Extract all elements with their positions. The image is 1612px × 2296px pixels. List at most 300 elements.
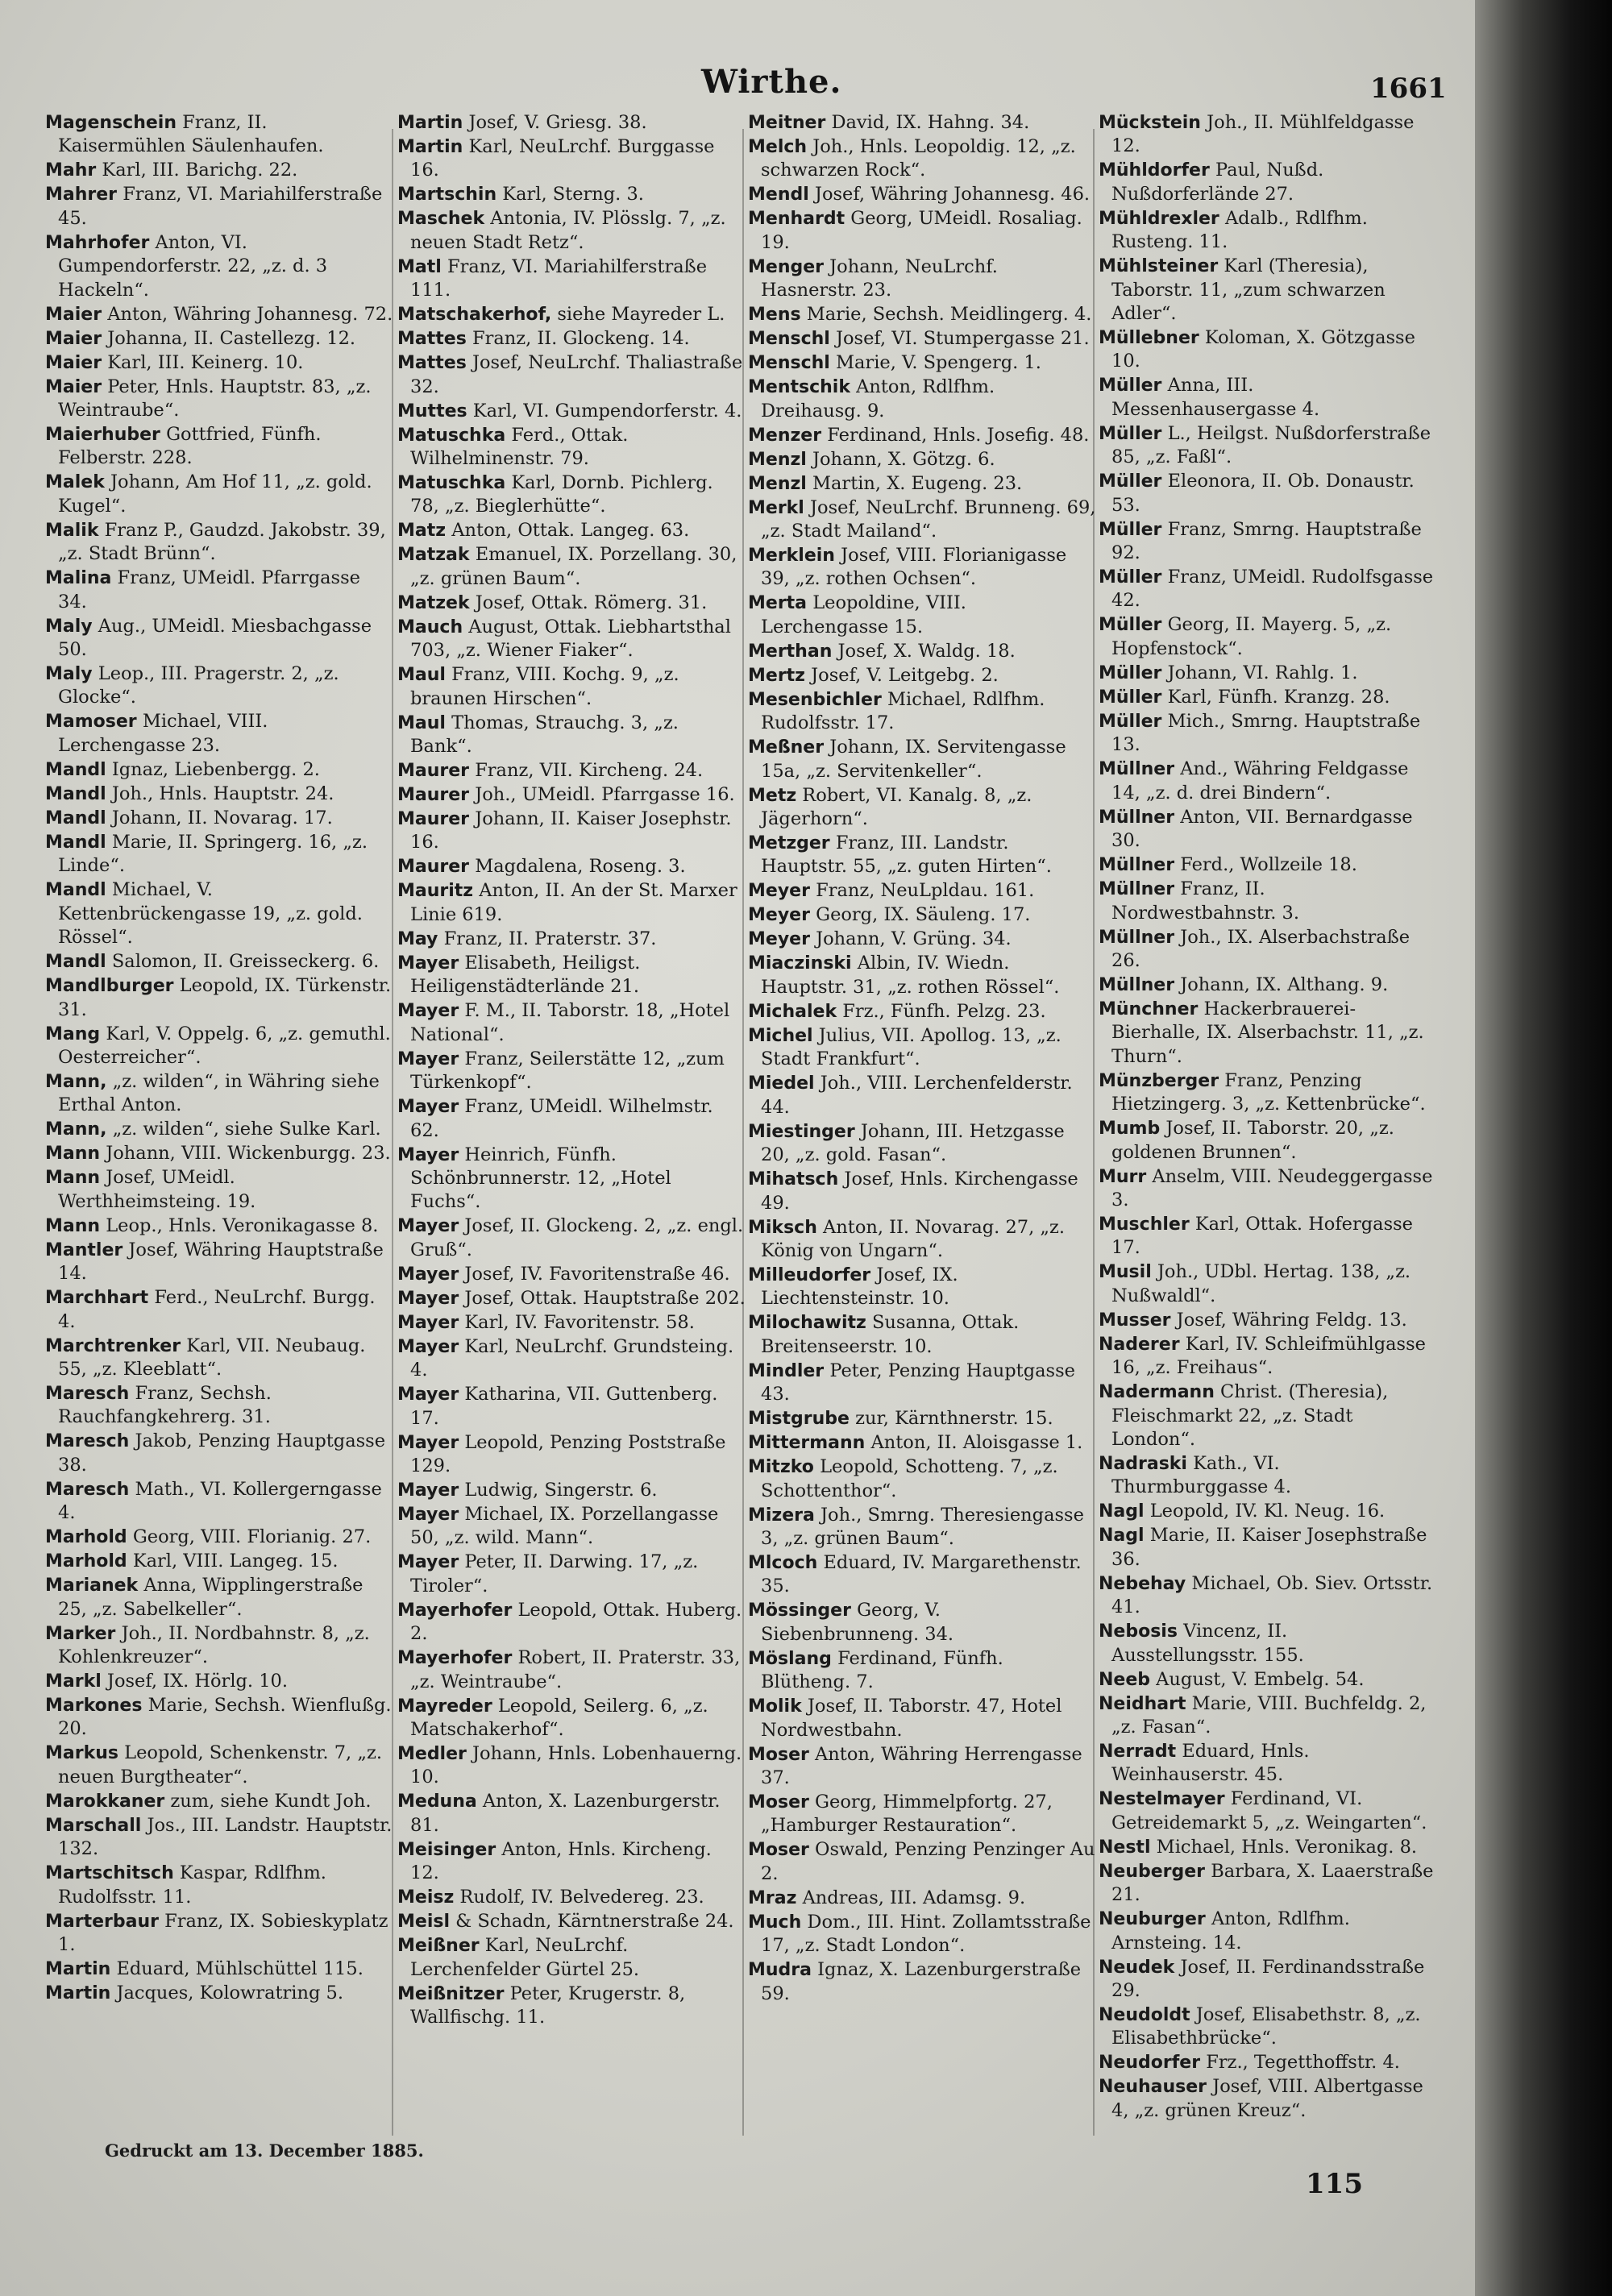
entry-name: Müller xyxy=(1099,519,1162,540)
entry-name: Meitner xyxy=(748,113,826,133)
entry-name: Markus xyxy=(45,1743,118,1764)
entry-name: Mistgrube xyxy=(748,1409,850,1430)
entry-text: Vincenz, II. Ausstellungsstr. 155. xyxy=(1111,1621,1304,1666)
entry-text: Michael, Hnls. Veronikag. 8. xyxy=(1156,1836,1418,1858)
directory-entry xyxy=(748,640,1096,663)
entry-text: Franz, VI. Mariahilferstraße 111. xyxy=(410,255,708,301)
entry-name: Mayer xyxy=(397,1336,459,1357)
entry-name: Mayer xyxy=(397,1432,459,1453)
entry-text: Franz, II. Praterstr. 37. xyxy=(443,928,657,949)
entry-text: Ferd., Wollzeile 18. xyxy=(1180,854,1357,876)
entry-text: Hackerbrauerei-Bierhalle, IX. Alserbachstr. 11, „z. Thurn“. xyxy=(1111,998,1424,1067)
entry-name: Mang xyxy=(45,1023,101,1044)
entry-text: Rudolf, IV. Belvedereg. 23. xyxy=(459,1887,704,1908)
entry-name: Nebosis xyxy=(1099,1621,1178,1642)
entry-name: Martin xyxy=(45,1983,111,2003)
directory-entry xyxy=(748,1887,1096,1910)
entry-name: Müllner xyxy=(1099,927,1175,948)
entry-name: Matuschka xyxy=(397,473,506,494)
entry-name: Müllebner xyxy=(1099,328,1199,349)
entry-name: Mayer xyxy=(397,1504,459,1525)
entry-text: Franz, II. Nordwestbahnstr. 3. xyxy=(1111,878,1299,924)
entry-text: Karl, NeuLrchf. Grundsteing. 4. xyxy=(410,1335,734,1381)
entry-text: Josef, Währing Hauptstraße 14. xyxy=(58,1239,384,1285)
entry-name: Mahr xyxy=(45,160,97,181)
entry-name: Mann, xyxy=(45,1071,107,1092)
entry-text: Michael, Rdlfhm. Rudolfsstr. 17. xyxy=(761,688,1045,734)
directory-entry xyxy=(748,1551,1096,1599)
directory-entry xyxy=(45,1742,393,1789)
entry-text: Johann, Am Hof 11, „z. gold. Kugel“. xyxy=(58,471,372,517)
entry-text: Emanuel, IX. Porzellang. 30, „z. grünen Baum“. xyxy=(410,544,737,589)
entry-name: Mumb xyxy=(1099,1119,1161,1140)
directory-entry xyxy=(45,567,393,614)
entry-name: Markl xyxy=(45,1671,102,1692)
directory-entry xyxy=(748,832,1096,879)
directory-entry xyxy=(1099,207,1435,255)
entry-text: Peter, II. Darwing. 17, „z. Tiroler“. xyxy=(410,1551,699,1596)
entry-name: Martschitsch xyxy=(45,1863,174,1884)
entry-text: Dom., III. Hint. Zollamtsstraße 17, „z. Stadt London“. xyxy=(761,1911,1091,1957)
entry-name: Maresch xyxy=(45,1479,130,1500)
entry-text: Karl, NeuLrchf. Burggasse 16. xyxy=(410,136,715,181)
directory-entry xyxy=(397,519,746,542)
entry-name: Meyer xyxy=(748,905,810,926)
entry-name: Mendl xyxy=(748,185,809,206)
entry-text: Ludwig, Singerstr. 6. xyxy=(464,1479,658,1501)
entry-name: Mössinger xyxy=(748,1601,851,1621)
entry-text: Eleonora, II. Ob. Donaustr. 53. xyxy=(1111,471,1415,516)
entry-name: Mandl xyxy=(45,759,106,780)
directory-entry xyxy=(1099,1524,1435,1571)
directory-entry xyxy=(748,879,1096,903)
entry-text: David, IX. Hahng. 34. xyxy=(831,112,1030,133)
entry-text: Peter, Krugerstr. 8, Wallfischg. 11. xyxy=(410,1983,686,2028)
directory-entry xyxy=(397,1551,746,1598)
entry-name: Mandl xyxy=(45,952,106,973)
entry-text: zur, Kärnthnerstr. 15. xyxy=(855,1408,1053,1430)
entry-name: Müllner xyxy=(1099,807,1175,828)
directory-entry xyxy=(748,1000,1096,1023)
entry-name: Musil xyxy=(1099,1262,1152,1283)
directory-entry xyxy=(748,736,1096,783)
book-spine-edge xyxy=(1475,0,1612,2296)
entry-text: Leopoldine, VIII. Lerchengasse 15. xyxy=(761,592,966,637)
entry-text: Michael, IX. Porzellangasse 50, „z. wild. Mann“. xyxy=(410,1503,719,1549)
directory-column-1 xyxy=(45,111,393,2006)
entry-name: Merta xyxy=(748,593,808,614)
directory-entry xyxy=(397,1095,746,1143)
entry-name: Molik xyxy=(748,1696,802,1717)
entry-name: Mandlburger xyxy=(45,976,174,997)
entry-text: Ignaz, Liebenbergg. 2. xyxy=(111,758,320,780)
entry-name: Miksch xyxy=(748,1217,817,1238)
entry-text: Eduard, Hnls. Weinhauserstr. 45. xyxy=(1111,1741,1310,1786)
directory-entry xyxy=(748,1360,1096,1407)
directory-entry xyxy=(397,592,746,615)
directory-entry xyxy=(748,1455,1096,1503)
entry-name: Mertz xyxy=(748,665,805,686)
entry-name: Menger xyxy=(748,256,824,277)
entry-name: Müllner xyxy=(1099,759,1175,780)
directory-entry xyxy=(397,1695,746,1742)
entry-text: siehe Mayreder L. xyxy=(557,304,725,326)
entry-name: Mayer xyxy=(397,1385,459,1405)
entry-text: Marie, II. Springerg. 16, „z. Linde“. xyxy=(58,831,368,877)
entry-name: Mizera xyxy=(748,1505,815,1526)
directory-entry xyxy=(397,1383,746,1430)
entry-name: Meisl xyxy=(397,1912,450,1933)
entry-name: Mraz xyxy=(748,1887,797,1908)
entry-name: Mayreder xyxy=(397,1696,492,1717)
entry-text: Johann, NeuLrchf. Hasnerstr. 23. xyxy=(761,255,998,301)
directory-entry xyxy=(45,159,393,182)
directory-entry xyxy=(1099,159,1435,206)
entry-name: Mayer xyxy=(397,1144,459,1165)
entry-text: Josef, IX. Liechtensteinstr. 10. xyxy=(761,1264,958,1310)
entry-text: Johann, IX. Althang. 9. xyxy=(1180,974,1389,995)
entry-text: „z. wilden“, siehe Sulke Karl. xyxy=(112,1119,381,1140)
entry-text: Leopold, Schotteng. 7, „z. Schottenthor“. xyxy=(761,1456,1058,1501)
directory-entry xyxy=(397,783,746,807)
directory-entry xyxy=(1099,2051,1435,2074)
entry-text: Martin, X. Eugeng. 23. xyxy=(812,472,1023,494)
entry-name: Mentschik xyxy=(748,377,850,398)
entry-name: Moser xyxy=(748,1840,809,1861)
entry-text: Josef, II. Glockeng. 2, „z. engl. Gruß“. xyxy=(410,1215,744,1260)
entry-text: Michael, V. Kettenbrückengasse 19, „z. gold. Rössel“. xyxy=(58,879,363,949)
entry-text: Kaspar, Rdlfhm. Rudolfsstr. 11. xyxy=(58,1862,326,1908)
directory-entry xyxy=(1099,1069,1435,1117)
entry-text: Barbara, X. Laaerstraße 21. xyxy=(1111,1860,1434,1906)
directory-entry xyxy=(1099,613,1435,661)
directory-entry xyxy=(748,1958,1096,2006)
entry-text: Josef, NeuLrchf. Thaliastraße 32. xyxy=(410,352,743,397)
directory-entry xyxy=(748,135,1096,183)
directory-entry xyxy=(45,1862,393,1909)
entry-text: Anselm, VIII. Neudeggergasse 3. xyxy=(1111,1165,1433,1210)
entry-name: Neudoldt xyxy=(1099,2005,1190,2026)
directory-entry xyxy=(397,400,746,423)
directory-entry xyxy=(748,1743,1096,1791)
entry-text: Julius, VII. Apollog. 13, „z. Stadt Frankfurt“. xyxy=(761,1024,1062,1070)
directory-entry xyxy=(397,952,746,999)
directory-entry xyxy=(397,207,746,255)
entry-text: Johann, II. Novarag. 17. xyxy=(111,807,333,828)
directory-entry xyxy=(45,710,393,758)
entry-text: Kath., VI. Thurmburggasse 4. xyxy=(1111,1452,1291,1498)
entry-name: Miaczinski xyxy=(748,953,852,974)
entry-text: Ferdinand, VI. Getreidemarkt 5, „z. Weingarten“. xyxy=(1111,1788,1427,1833)
entry-text: Leop., Hnls. Veronikagasse 8. xyxy=(106,1214,379,1236)
directory-entry xyxy=(397,1214,746,1262)
directory-entry xyxy=(397,1983,746,2030)
entry-text: Josef, V. Leitgebg. 2. xyxy=(811,664,999,686)
entry-text: Josef, X. Waldg. 18. xyxy=(837,640,1016,662)
entry-text: Anton, Währing Herrengasse 37. xyxy=(761,1743,1082,1788)
entry-name: Neeb xyxy=(1099,1669,1151,1690)
entry-text: Josef, VI. Stumpergasse 21. xyxy=(835,328,1090,350)
directory-entry xyxy=(45,1335,393,1382)
directory-entry xyxy=(45,1790,393,1813)
directory-entry xyxy=(397,1742,746,1790)
directory-entry xyxy=(1099,1740,1435,1787)
directory-entry xyxy=(748,928,1096,951)
entry-name: Maier xyxy=(45,376,102,397)
entry-name: Nagl xyxy=(1099,1526,1145,1547)
directory-entry xyxy=(748,688,1096,736)
entry-text: Karl, Dornb. Pichlerg. 78, „z. Bieglerhütte“. xyxy=(410,472,713,517)
entry-text: Josef, II. Ferdinandsstraße 29. xyxy=(1111,1956,1425,2002)
entry-text: „z. wilden“, in Währing siehe Erthal Anton. xyxy=(58,1070,380,1116)
directory-entry xyxy=(1099,470,1435,517)
directory-entry xyxy=(45,1286,393,1334)
entry-name: Martin xyxy=(397,137,463,157)
directory-entry xyxy=(397,111,746,135)
directory-entry xyxy=(45,1023,393,1070)
directory-entry xyxy=(45,231,393,302)
directory-entry xyxy=(45,471,393,518)
entry-text: & Schadn, Kärntnerstraße 24. xyxy=(455,1911,734,1933)
entry-name: Mann, xyxy=(45,1119,107,1140)
entry-name: Menzer xyxy=(748,425,822,446)
entry-name: Mayerhofer xyxy=(397,1648,513,1669)
entry-text: Georg, V. Siebenbrunneng. 34. xyxy=(761,1600,954,1645)
entry-name: Mayer xyxy=(397,1312,459,1333)
directory-entry xyxy=(1099,806,1435,853)
entry-text: Salomon, II. Greisseckerg. 6. xyxy=(111,951,380,973)
directory-entry xyxy=(45,1982,393,2005)
entry-name: Mamoser xyxy=(45,712,137,733)
entry-text: Josef, Ottak. Römerg. 31. xyxy=(475,592,708,613)
directory-entry xyxy=(45,111,393,159)
entry-name: Müller xyxy=(1099,376,1162,397)
entry-text: Johann, IX. Servitengasse 15a, „z. Servitenkeller“. xyxy=(761,737,1066,782)
entry-text: Robert, VI. Kanalg. 8, „z. Jägerhorn“. xyxy=(761,784,1032,830)
entry-text: Franz, UMeidl. Pfarrgasse 34. xyxy=(58,567,360,612)
entry-name: Marokkaner xyxy=(45,1791,165,1812)
entry-name: Merklein xyxy=(748,546,835,567)
directory-entry xyxy=(1099,1117,1435,1165)
entry-name: Müllner xyxy=(1099,855,1175,876)
directory-entry xyxy=(748,376,1096,423)
directory-entry xyxy=(748,1264,1096,1311)
directory-entry xyxy=(1099,1787,1435,1835)
entry-text: Anton, X. Lazenburgerstr. 81. xyxy=(410,1791,721,1836)
directory-entry xyxy=(45,615,393,662)
entry-name: Nadraski xyxy=(1099,1453,1187,1474)
directory-entry xyxy=(397,1910,746,1933)
directory-entry xyxy=(45,327,393,351)
entry-text: Marie, VIII. Buchfeldg. 2, „z. Fasan“. xyxy=(1111,1692,1427,1738)
entry-name: Marhold xyxy=(45,1551,127,1572)
entry-name: Murr xyxy=(1099,1166,1147,1187)
directory-entry xyxy=(748,303,1096,326)
directory-entry xyxy=(1099,1381,1435,1451)
entry-name: Mayer xyxy=(397,1001,459,1022)
entry-name: Münzberger xyxy=(1099,1070,1219,1091)
directory-entry xyxy=(397,1144,746,1214)
entry-name: Menzl xyxy=(748,473,807,494)
entry-name: Mauritz xyxy=(397,881,474,902)
directory-entry xyxy=(397,471,746,519)
directory-entry xyxy=(397,424,746,471)
entry-name: Müller xyxy=(1099,615,1162,636)
entry-text: Jakob, Penzing Hauptgasse 38. xyxy=(58,1430,386,1476)
directory-entry xyxy=(45,974,393,1022)
entry-text: Antonia, IV. Plösslg. 7, „z. neuen Stadt Retz“. xyxy=(410,208,726,253)
entry-name: Nerradt xyxy=(1099,1742,1177,1762)
entry-name: Marterbaur xyxy=(45,1911,159,1932)
entry-name: Mann xyxy=(45,1215,101,1236)
directory-entry xyxy=(748,111,1096,135)
entry-name: May xyxy=(397,928,438,949)
entry-text: Elisabeth, Heiligst. Heiligenstädterlände 21. xyxy=(410,952,641,998)
entry-text: Jos., III. Landstr. Hauptstr. 132. xyxy=(58,1814,393,1860)
entry-text: Ferd., Ottak. Wilhelminenstr. 79. xyxy=(410,424,629,470)
entry-name: Matzak xyxy=(397,545,470,566)
entry-text: Frz., Tegetthoffstr. 4. xyxy=(1206,2052,1400,2074)
entry-text: Marie, II. Kaiser Josephstraße 36. xyxy=(1111,1525,1427,1570)
entry-name: Musser xyxy=(1099,1310,1171,1331)
entry-text: L., Heilgst. Nußdorferstraße 85, „z. Faßl“. xyxy=(1111,422,1431,468)
entry-text: Anton, II. Novarag. 27, „z. König von Ungarn“. xyxy=(761,1216,1066,1261)
directory-entry xyxy=(397,135,746,183)
entry-text: Leopold, IX. Türkenstr. 31. xyxy=(58,975,392,1020)
directory-entry xyxy=(1099,1836,1435,1859)
entry-name: Nestl xyxy=(1099,1837,1151,1858)
directory-entry xyxy=(1099,878,1435,925)
directory-entry xyxy=(45,1526,393,1549)
entry-name: Martin xyxy=(397,113,463,133)
directory-entry xyxy=(1099,1260,1435,1308)
entry-text: Math., VI. Kollergerngasse 4. xyxy=(58,1478,382,1524)
directory-entry xyxy=(45,1214,393,1238)
entry-text: Johann, II. Kaiser Josephstr. 16. xyxy=(410,808,732,853)
entry-name: Maul xyxy=(397,665,446,686)
entry-name: Miestinger xyxy=(748,1121,855,1142)
directory-entry xyxy=(748,1216,1096,1264)
directory-entry xyxy=(1099,758,1435,805)
entry-name: Mayerhofer xyxy=(397,1600,513,1621)
directory-entry xyxy=(45,351,393,375)
directory-entry xyxy=(748,1168,1096,1215)
entry-name: Möslang xyxy=(748,1648,832,1669)
entry-text: Peter, Penzing Hauptgasse 43. xyxy=(761,1360,1075,1405)
directory-entry xyxy=(397,808,746,855)
directory-entry xyxy=(1099,1572,1435,1620)
entry-text: Franz, UMeidl. Wilhelmstr. 62. xyxy=(410,1096,713,1141)
entry-name: Maier xyxy=(45,328,102,349)
directory-entry xyxy=(45,1910,393,1958)
entry-text: Leopold, Penzing Poststraße 129. xyxy=(410,1431,726,1476)
entry-name: Martin xyxy=(45,1959,111,1979)
entry-name: Mandl xyxy=(45,783,106,804)
directory-entry xyxy=(1099,1213,1435,1260)
entry-name: Menzl xyxy=(748,449,807,470)
entry-name: Marschall xyxy=(45,1815,142,1836)
entry-text: Johann, VI. Rahlg. 1. xyxy=(1167,662,1358,683)
directory-entry xyxy=(397,1934,746,1982)
entry-text: Anton, Rdlfhm. Dreihausg. 9. xyxy=(761,376,995,421)
entry-name: Mantler xyxy=(45,1239,123,1260)
entry-name: Müllner xyxy=(1099,974,1175,995)
entry-name: Mauch xyxy=(397,617,463,637)
entry-text: Karl, NeuLrchf. Lerchenfelder Gürtel 25. xyxy=(410,1935,640,1980)
entry-text: Michael, VIII. Lerchengasse 23. xyxy=(58,711,268,756)
entry-name: Mlcoch xyxy=(748,1552,818,1573)
directory-entry xyxy=(45,1478,393,1526)
entry-name: Milleudorfer xyxy=(748,1264,871,1285)
entry-text: Adalb., Rdlfhm. Rusteng. 11. xyxy=(1111,207,1368,253)
directory-entry xyxy=(748,496,1096,544)
directory-entry xyxy=(397,183,746,206)
entry-name: Maier xyxy=(45,304,102,325)
entry-name: Müller xyxy=(1099,711,1162,732)
entry-text: Marie, V. Spengerg. 1. xyxy=(835,352,1041,374)
entry-text: Jacques, Kolowratring 5. xyxy=(116,1983,343,2003)
entry-name: Mindler xyxy=(748,1360,825,1381)
entry-name: Mann xyxy=(45,1168,101,1189)
directory-entry xyxy=(1099,374,1435,421)
directory-entry xyxy=(748,784,1096,832)
entry-text: Anton, VII. Bernardgasse 30. xyxy=(1111,806,1413,852)
directory-entry xyxy=(45,519,393,567)
entry-text: zum, siehe Kundt Joh. xyxy=(170,1790,372,1812)
entry-text: Paul, Nußd. Nußdorferlände 27. xyxy=(1111,160,1324,205)
directory-entry xyxy=(748,207,1096,255)
entry-name: Müller xyxy=(1099,423,1162,444)
entry-text: Magdalena, Roseng. 3. xyxy=(475,856,686,878)
entry-name: Meyer xyxy=(748,929,810,950)
entry-text: Leopold, IV. Kl. Neug. 16. xyxy=(1149,1501,1386,1522)
entry-name: Matz xyxy=(397,521,447,542)
entry-name: Maschek xyxy=(397,209,485,230)
entry-text: Karl (Theresia), Taborstr. 11, „zum schwarzen Adler“. xyxy=(1111,255,1386,325)
directory-entry xyxy=(397,351,746,399)
directory-entry xyxy=(397,999,746,1047)
entry-name: Maurer xyxy=(397,785,470,806)
directory-entry xyxy=(45,1670,393,1693)
entry-text: Leopold, Seilerg. 6, „z. Matschakerhof“. xyxy=(410,1695,708,1740)
directory-entry xyxy=(1099,1309,1435,1332)
directory-entry xyxy=(397,1287,746,1310)
entry-text: Franz, II. Glockeng. 14. xyxy=(472,328,690,350)
entry-name: Meßner xyxy=(748,737,825,758)
entry-text: Susanna, Ottak. Breitenseerstr. 10. xyxy=(761,1312,1020,1357)
entry-text: August, Ottak. Liebhartsthal 703, „z. Wiener Fiaker“. xyxy=(410,616,731,662)
entry-name: Marianek xyxy=(45,1576,139,1596)
directory-entry xyxy=(748,351,1096,375)
entry-text: Ferdinand, Fünfh. Blütheng. 7. xyxy=(761,1647,1003,1693)
entry-name: Maul xyxy=(397,712,446,733)
entry-name: Merkl xyxy=(748,497,804,518)
entry-text: Joh., Hnls. Leopoldig. 12, „z. schwarzen Rock“. xyxy=(761,136,1076,181)
directory-entry xyxy=(1099,518,1435,566)
entry-name: Mückstein xyxy=(1099,113,1201,133)
entry-text: Anna, Wipplingerstraße 25, „z. Sabelkeller“. xyxy=(58,1575,364,1620)
entry-name: Melch xyxy=(748,137,808,157)
directory-entry xyxy=(748,183,1096,206)
entry-text: Anton, II. An der St. Marxer Linie 619. xyxy=(410,880,737,925)
entry-name: Much xyxy=(748,1912,802,1933)
directory-entry xyxy=(1099,1908,1435,1955)
entry-text: Joh., Smrng. Theresiengasse 3, „z. grünen Baum“. xyxy=(761,1504,1084,1549)
entry-name: Markones xyxy=(45,1695,143,1716)
directory-entry xyxy=(748,472,1096,496)
directory-entry xyxy=(1099,566,1435,613)
directory-entry xyxy=(748,1407,1096,1430)
